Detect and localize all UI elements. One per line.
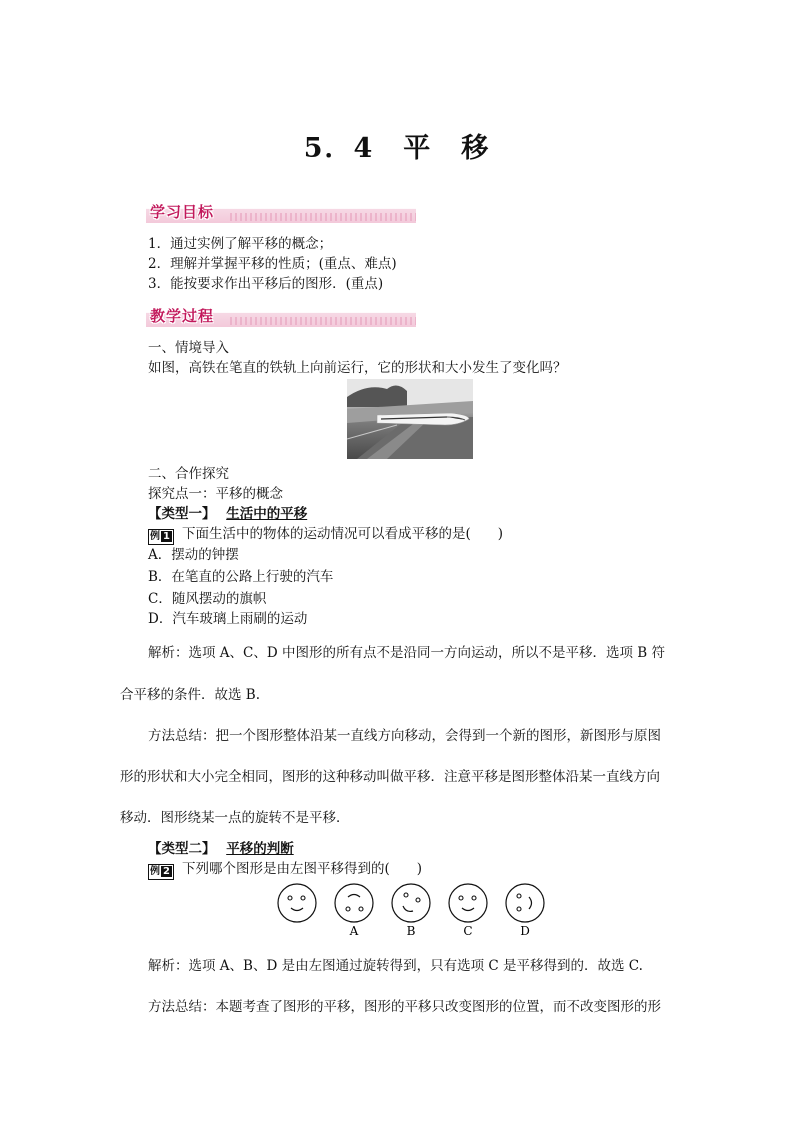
- option-item: B．在笔直的公路上行驶的汽车: [148, 569, 334, 585]
- face-label-d: D: [520, 924, 530, 938]
- example-2-badge: [148, 864, 174, 880]
- face-option-c: [449, 884, 487, 922]
- example-2-question: [148, 859, 422, 880]
- example-1-summary-line: 方法总结：把一个图形整体沿某一直线方向移动，会得到一个新的图形，新图形与原图: [148, 728, 661, 744]
- process-banner: [146, 305, 416, 327]
- example-1-analysis-line: 合平移的条件．故选 B.: [120, 687, 261, 703]
- face-label-a: A: [349, 924, 359, 938]
- explore-heading: 二、合作探究: [148, 466, 229, 482]
- face-option-d: [506, 884, 544, 922]
- objective-item: 3．能按要求作出平移后的图形．(重点): [148, 276, 384, 292]
- original-face: [278, 884, 316, 922]
- objectives-banner-label: 学习目标: [150, 203, 215, 221]
- example-1-question-text: 下面生活中的物体的运动情况可以看成平移的是( ): [182, 526, 504, 542]
- face-label-b: B: [406, 924, 416, 938]
- type2-title: 平移的判断: [226, 841, 294, 857]
- objectives-banner: [146, 201, 416, 223]
- option-item: A．摆动的钟摆: [148, 547, 239, 563]
- objective-item: 2．理解并掌握平移的性质；(重点、难点): [148, 256, 397, 272]
- faces-figure: [270, 878, 550, 938]
- explore-point: 探究点一：平移的概念: [148, 486, 283, 502]
- intro-text: 如图，高铁在笔直的铁轨上向前运行，它的形状和大小发生了变化吗？: [148, 360, 567, 376]
- example-1-summary-line: 形的形状和大小完全相同，图形的这种移动叫做平移．注意平移是图形整体沿某一直线方向: [120, 769, 660, 785]
- train-illustration: [347, 379, 473, 459]
- example-badge-number: 2: [163, 866, 170, 877]
- example-badge-label: 例: [150, 531, 161, 542]
- example-1-question: [148, 524, 503, 545]
- example-2-analysis: 解析：选项 A、B、D 是由左图通过旋转得到，只有选项 C 是平移得到的．故选 C.: [148, 958, 643, 974]
- example-1-summary-line: 移动．图形绕某一点的旋转不是平移．: [120, 810, 350, 826]
- example-2-summary-line: 方法总结：本题考查了图形的平移，图形的平移只改变图形的位置，而不改变图形的形: [148, 999, 661, 1015]
- example-1-badge: [148, 529, 174, 545]
- type2-bracket: 【类型二】: [148, 841, 216, 857]
- high-speed-train-photo: [347, 379, 473, 459]
- page-title: 5．4 平 移: [303, 133, 491, 164]
- intro-heading: 一、情境导入: [148, 340, 229, 356]
- type1-title: 生活中的平移: [226, 506, 308, 522]
- type1-bracket: 【类型一】: [148, 506, 216, 522]
- banner-decoration: [230, 317, 416, 325]
- option-item: D．汽车玻璃上雨刷的运动: [148, 611, 308, 627]
- option-item: C．随风摆动的旗帜: [148, 591, 267, 607]
- example-badge-number: 1: [163, 531, 170, 542]
- face-option-b: [392, 884, 430, 922]
- type2-heading: [148, 839, 294, 859]
- face-option-a: [335, 884, 373, 922]
- example-1-analysis-line: 解析：选项 A、C、D 中图形的所有点不是沿同一方向运动，所以不是平移．选项 B 符: [148, 645, 665, 661]
- banner-decoration: [230, 213, 416, 221]
- type1-heading: [148, 504, 307, 524]
- process-banner-label: 教学过程: [150, 307, 215, 325]
- objective-item: 1．通过实例了解平移的概念；: [148, 236, 333, 252]
- example-badge-label: 例: [150, 866, 161, 877]
- example-2-question-text: 下列哪个图形是由左图平移得到的( ): [182, 861, 423, 877]
- face-label-c: C: [463, 924, 473, 938]
